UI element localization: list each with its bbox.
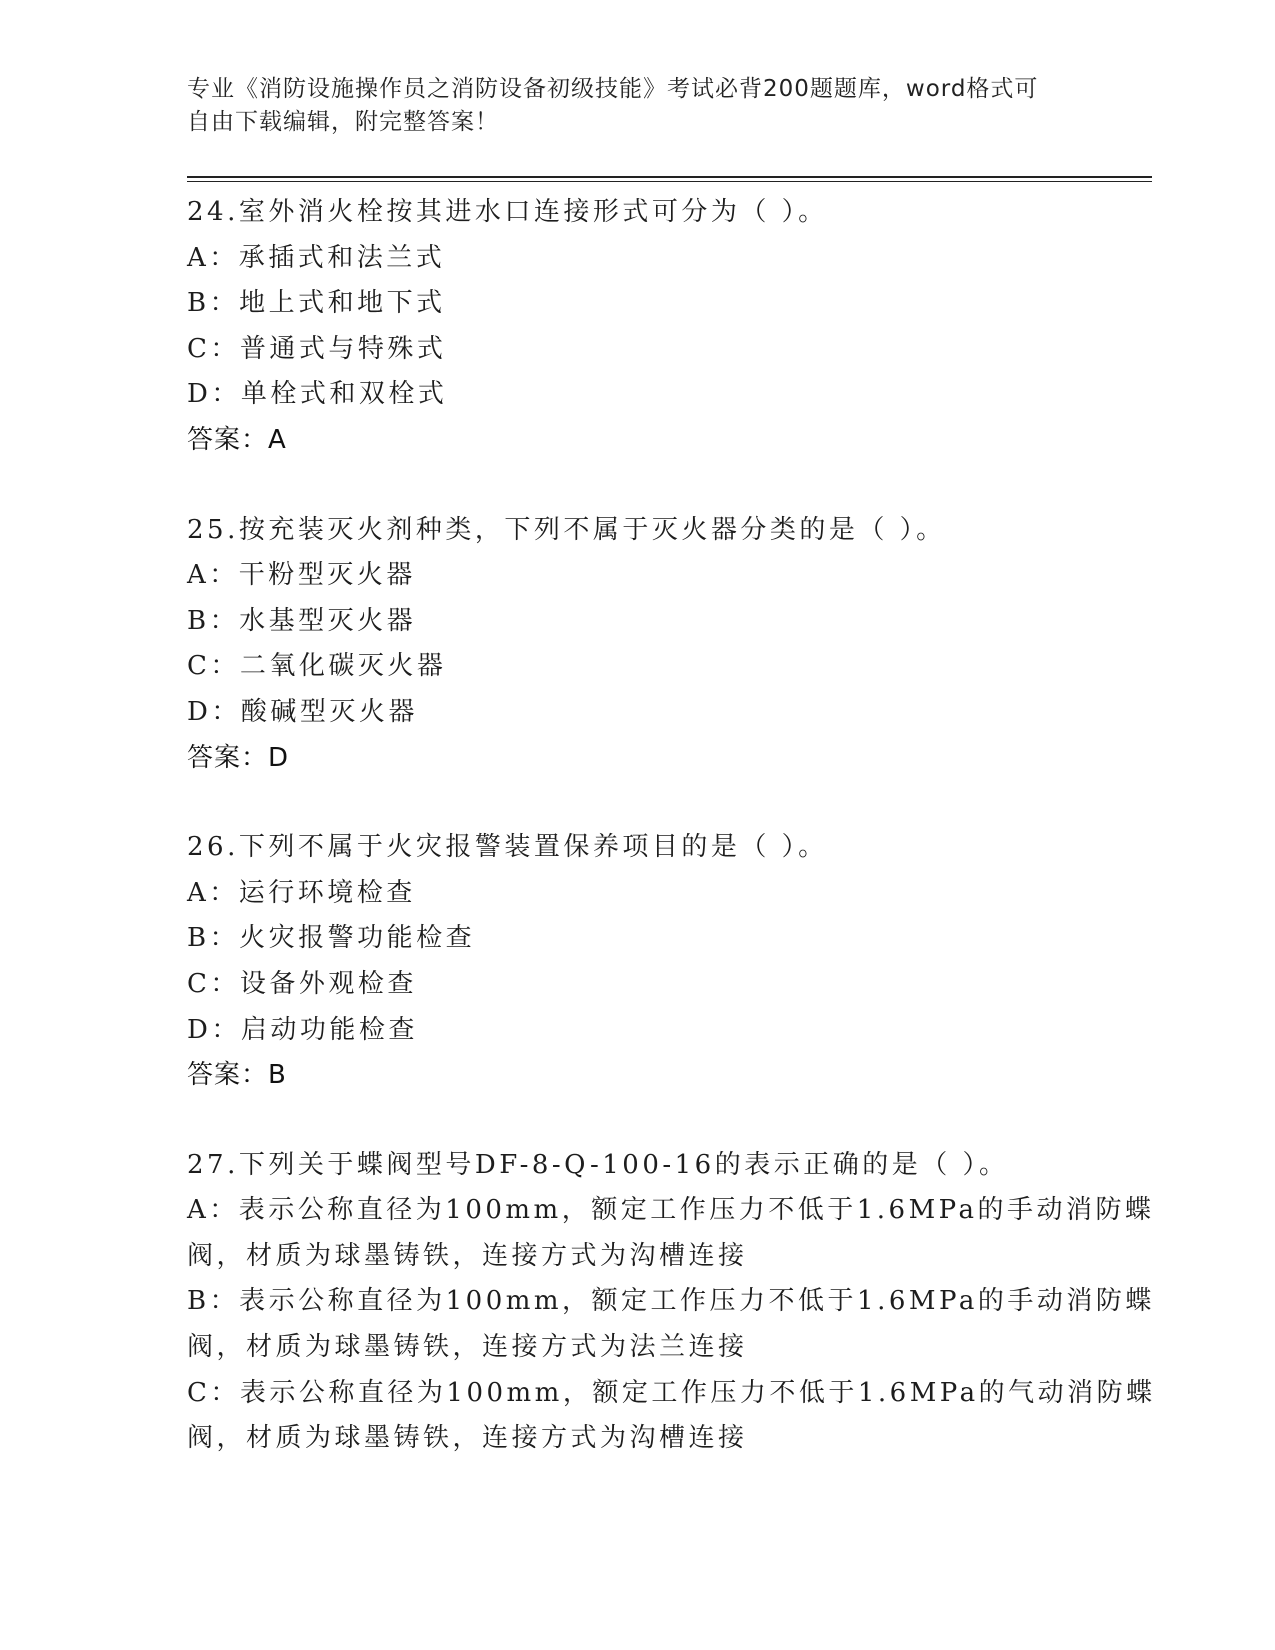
option-letter: C： xyxy=(187,333,240,364)
answer-line: 答案：A xyxy=(187,424,287,455)
option-text: 普通式与特殊式 xyxy=(239,333,447,364)
option-text-line-1: 表示公称直径为100mm，额定工作压力不低于1.6MPa的气动消防蝶 xyxy=(239,1377,1156,1408)
option-c xyxy=(187,327,1087,373)
option-letter: A： xyxy=(187,242,239,273)
option-text: 启动功能检查 xyxy=(240,1014,418,1045)
option-text: 水基型灭火器 xyxy=(239,605,417,636)
question-stem: 25.按充装灭火剂种类，下列不属于灭火器分类的是（ ）。 xyxy=(187,514,946,545)
answer-line: 答案：B xyxy=(187,1060,287,1091)
option-text-line-1: 表示公称直径为100mm，额定工作压力不低于1.6MPa的手动消防蝶 xyxy=(238,1195,1155,1226)
option-b xyxy=(187,1279,1155,1370)
question-25 xyxy=(187,508,1087,782)
question-list xyxy=(187,190,1156,1506)
option-d xyxy=(187,372,1087,418)
option-b xyxy=(187,916,1087,962)
option-d xyxy=(187,1008,1087,1054)
option-a xyxy=(187,1188,1155,1279)
option-letter: B： xyxy=(187,605,240,636)
option-text: 二氧化碳灭火器 xyxy=(239,651,447,682)
header-line-2: 自由下载编辑，附完整答案！ xyxy=(187,109,499,135)
option-letter: B： xyxy=(187,288,240,319)
document-header xyxy=(187,73,1087,139)
option-letter: D： xyxy=(187,1014,241,1045)
option-text-line-1: 表示公称直径为100mm，额定工作压力不低于1.6MPa的手动消防蝶 xyxy=(239,1286,1155,1317)
option-a xyxy=(187,236,1087,282)
header-line-1: 专业《消防设施操作员之消防设备初级技能》考试必背200题题库，word格式可 xyxy=(187,76,1039,102)
option-text: 酸碱型灭火器 xyxy=(240,696,418,727)
option-letter: C： xyxy=(187,651,240,682)
option-letter: A： xyxy=(187,560,239,591)
option-text: 承插式和法兰式 xyxy=(238,242,446,273)
option-c xyxy=(187,1371,1156,1462)
option-letter: D： xyxy=(187,379,241,410)
option-b xyxy=(187,599,1087,645)
option-letter: B： xyxy=(187,1286,240,1317)
option-text: 火灾报警功能检查 xyxy=(239,923,476,954)
option-letter: C： xyxy=(187,968,240,999)
answer-line: 答案：D xyxy=(187,742,290,773)
option-text: 单栓式和双栓式 xyxy=(240,379,448,410)
question-24 xyxy=(187,190,1087,464)
question-stem: 26.下列不属于火灾报警装置保养项目的是（ ）。 xyxy=(187,832,828,863)
option-text: 地上式和地下式 xyxy=(239,288,446,319)
option-text-line-2: 阀，材质为球墨铸铁，连接方式为沟槽连接 xyxy=(187,1240,748,1271)
option-letter: A： xyxy=(187,877,239,908)
option-a xyxy=(187,553,1087,599)
option-letter: A： xyxy=(187,1195,239,1226)
question-27 xyxy=(187,1143,1156,1462)
option-b xyxy=(187,281,1087,327)
header-divider-thick xyxy=(187,176,1152,178)
option-text: 干粉型灭火器 xyxy=(238,560,416,591)
question-stem: 27.下列关于蝶阀型号DF-8-Q-100-16的表示正确的是（ ）。 xyxy=(187,1149,1009,1180)
option-letter: B： xyxy=(187,923,240,954)
option-c xyxy=(187,644,1087,690)
option-letter: C： xyxy=(187,1377,240,1408)
question-26 xyxy=(187,825,1087,1099)
option-c xyxy=(187,962,1087,1008)
option-text-line-2: 阀，材质为球墨铸铁，连接方式为沟槽连接 xyxy=(187,1423,748,1454)
header-divider-thin xyxy=(187,181,1152,182)
option-d xyxy=(187,690,1087,736)
option-text: 设备外观检查 xyxy=(239,968,417,999)
option-a xyxy=(187,871,1087,917)
option-letter: D： xyxy=(187,696,241,727)
question-stem: 24.室外消火栓按其进水口连接形式可分为（ ）。 xyxy=(187,197,828,227)
option-text-line-2: 阀，材质为球墨铸铁，连接方式为法兰连接 xyxy=(187,1332,748,1363)
option-text: 运行环境检查 xyxy=(238,877,416,908)
